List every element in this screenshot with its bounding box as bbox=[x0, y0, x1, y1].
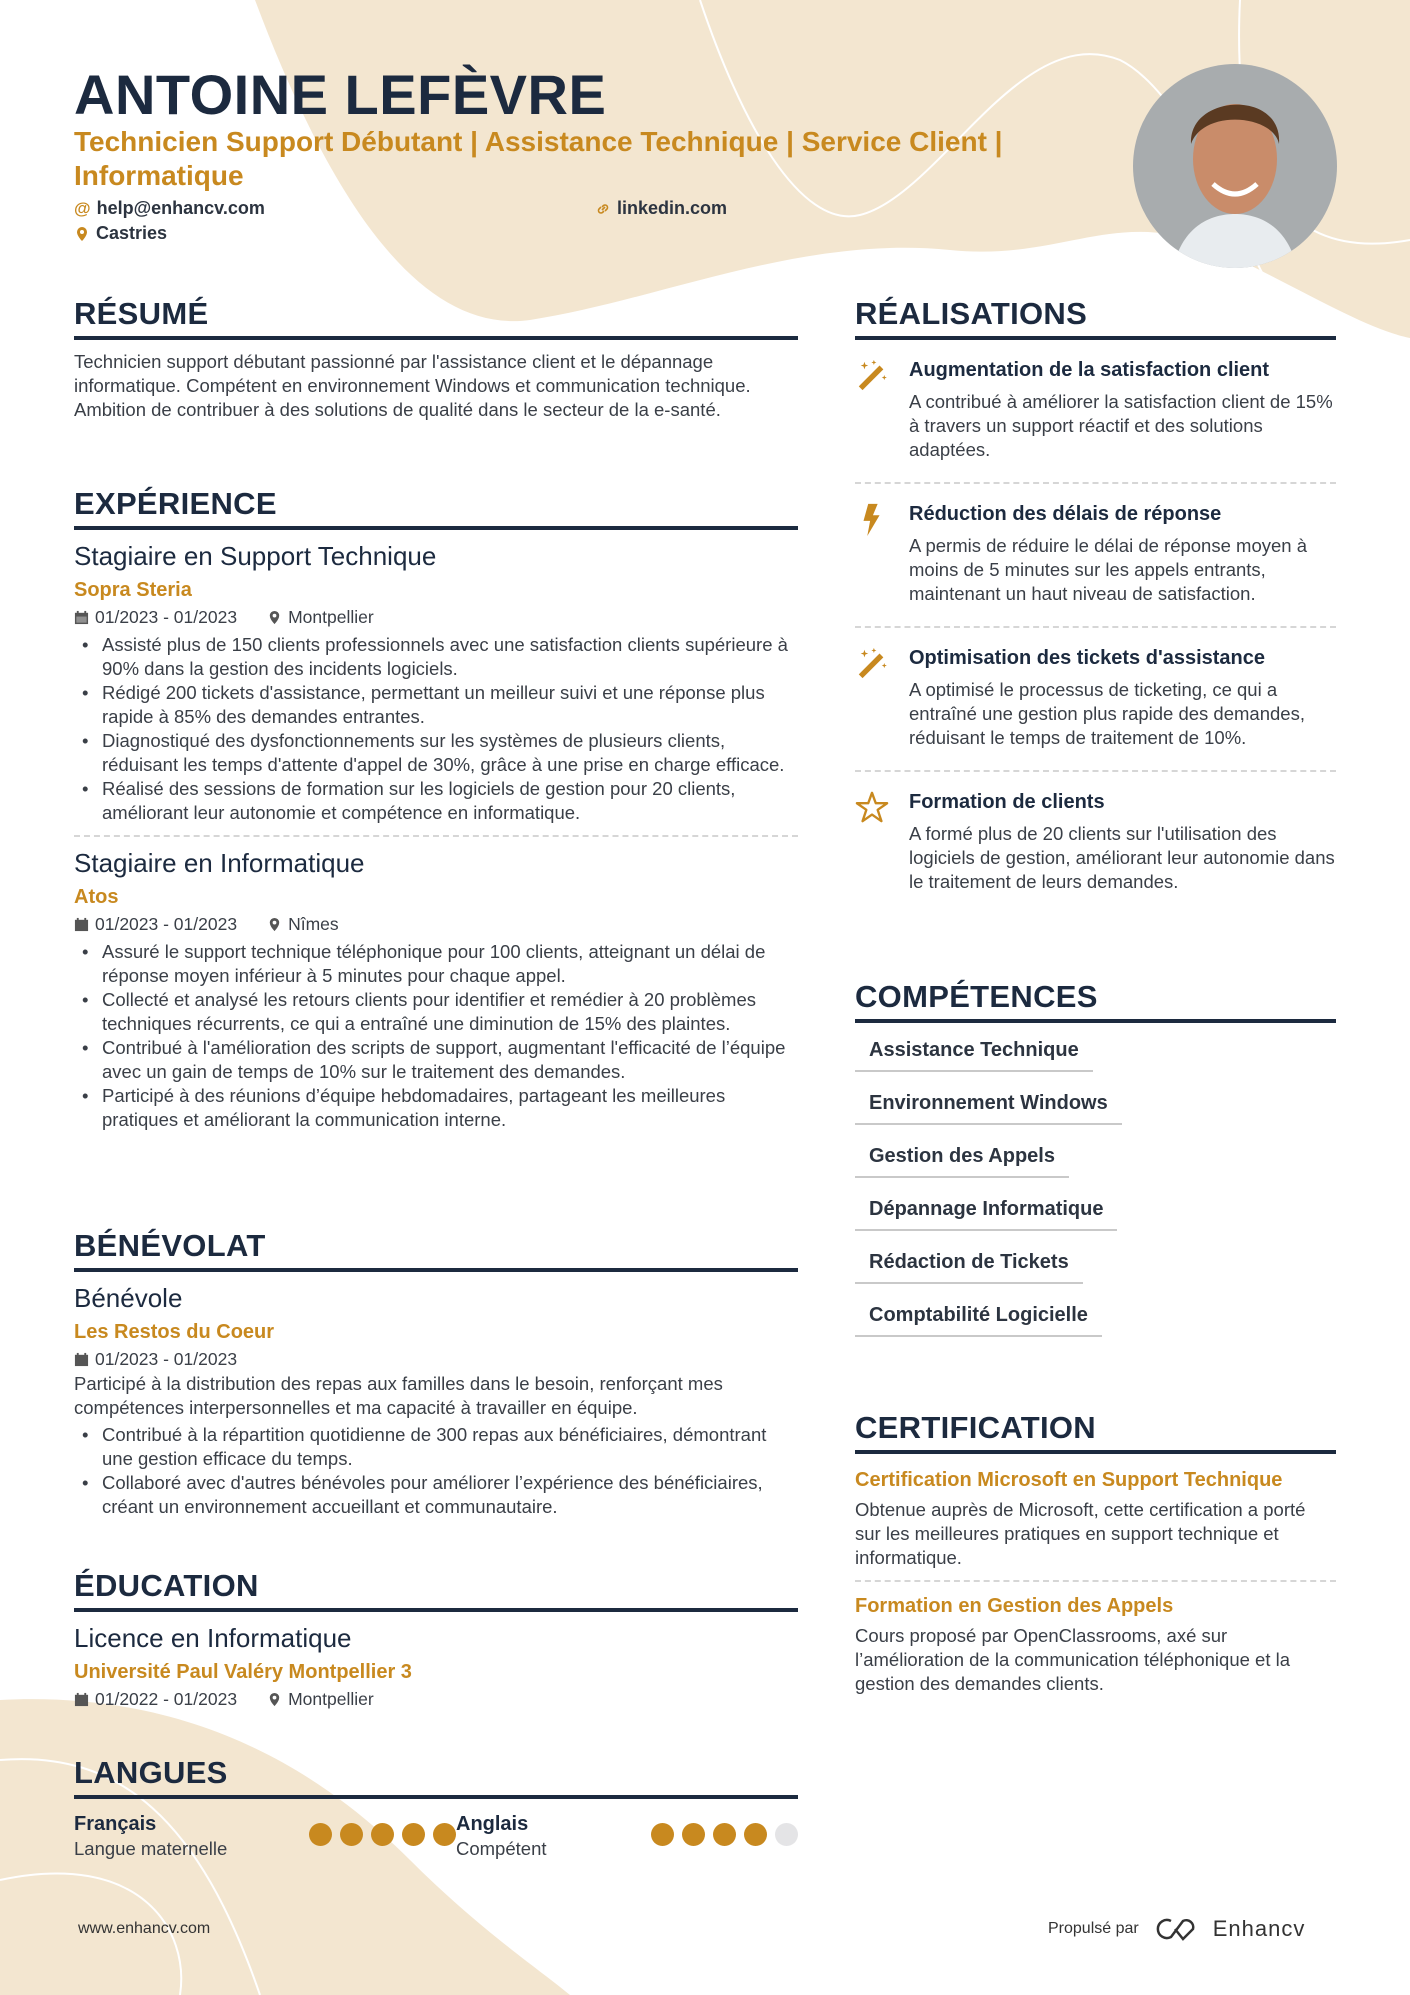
degree: Licence en Informatique bbox=[74, 1623, 352, 1653]
calendar-icon bbox=[74, 1692, 89, 1707]
location-pin-icon bbox=[74, 226, 90, 242]
language-rating bbox=[651, 1823, 798, 1861]
divider bbox=[74, 835, 798, 837]
summary-text: Technicien support débutant passionné par l'assistance client et le dépannage informatique. Compétent en environnement Windows et communication technique. Ambition de contribuer à des solutions de qualité dans le secteur de la e-santé. bbox=[74, 351, 751, 420]
rating-dot-filled bbox=[433, 1823, 456, 1846]
certification-title: Certification Microsoft en Support Technique bbox=[855, 1469, 1283, 1491]
achievement-title: Optimisation des tickets d'assistance bbox=[909, 647, 1265, 669]
school-name: Université Paul Valéry Montpellier 3 bbox=[74, 1661, 412, 1683]
education-meta bbox=[74, 1686, 798, 1712]
languages-section bbox=[74, 1755, 798, 1861]
location-pin-icon bbox=[267, 917, 282, 932]
bullet: • Collecté et analysé les retours clients pour identifier et remédier à 20 problèmes techniques récurrents, ce qui a entraîné une diminution de 15% des plaintes. bbox=[74, 988, 798, 1036]
section-heading: BÉNÉVOLAT bbox=[74, 1228, 798, 1272]
achievement-title: Réduction des délais de réponse bbox=[909, 503, 1222, 525]
rating-dot-filled bbox=[744, 1823, 767, 1846]
candidate-title: Technicien Support Débutant | Assistance Technique | Service Client | Informatique bbox=[74, 126, 1003, 191]
section-heading: RÉALISATIONS bbox=[855, 296, 1336, 340]
skill-tag: Dépannage Informatique bbox=[855, 1198, 1117, 1231]
certification-text: Obtenue auprès de Microsoft, cette certification a porté sur les meilleures pratiques en support technique et informatique. bbox=[855, 1499, 1306, 1568]
magic-wand-icon bbox=[855, 356, 891, 462]
location-text: Castries bbox=[96, 223, 168, 243]
section-heading: LANGUES bbox=[74, 1755, 798, 1799]
bullet: • Assisté plus de 150 clients professionnels avec une satisfaction clients supérieure à 90% dans la gestion des incidents logiciels. bbox=[74, 633, 798, 681]
skill-tag: Assistance Technique bbox=[855, 1039, 1093, 1072]
achievement-text: A permis de réduire le délai de réponse moyen à moins de 5 minutes sur les appels entrants, maintenant un haut niveau de satisfaction. bbox=[909, 535, 1307, 604]
job-dates: 01/2023 - 01/2023 bbox=[95, 607, 238, 627]
certification-title: Formation en Gestion des Appels bbox=[855, 1595, 1174, 1617]
bullet: • Réalisé des sessions de formation sur les logiciels de gestion pour 20 clients, améliorant leur autonomie et compétence en informatique. bbox=[74, 777, 798, 825]
job-meta bbox=[74, 911, 798, 937]
job-location: Nîmes bbox=[288, 914, 339, 934]
location-pin-icon bbox=[267, 1692, 282, 1707]
skill-tag: Gestion des Appels bbox=[855, 1145, 1069, 1178]
language-level: Compétent bbox=[456, 1838, 547, 1859]
rating-dot-filled bbox=[682, 1823, 705, 1846]
language-name: Anglais bbox=[456, 1813, 529, 1835]
section-heading: CERTIFICATION bbox=[855, 1410, 1336, 1454]
skill-tag: Rédaction de Tickets bbox=[855, 1251, 1083, 1284]
language-item bbox=[456, 1811, 798, 1861]
language-rating bbox=[309, 1823, 456, 1861]
bullet: • Rédigé 200 tickets d'assistance, permettant un meilleur suivi et une réponse plus rapide à 85% des demandes entrantes. bbox=[74, 681, 798, 729]
rating-dot-filled bbox=[651, 1823, 674, 1846]
volunteer-title: Bénévole bbox=[74, 1283, 183, 1313]
candidate-name: ANTOINE LEFÈVRE bbox=[74, 63, 607, 126]
skill-tag: Environnement Windows bbox=[855, 1092, 1122, 1125]
achievement-title: Augmentation de la satisfaction client bbox=[909, 359, 1270, 381]
rating-dot-filled bbox=[309, 1823, 332, 1846]
achievement-title: Formation de clients bbox=[909, 791, 1105, 813]
rating-dot-filled bbox=[402, 1823, 425, 1846]
profile-photo bbox=[1133, 64, 1337, 268]
certification-text: Cours proposé par OpenClassrooms, axé sur l’amélioration de la communication téléphonique et la gestion des demandes clients. bbox=[855, 1625, 1291, 1694]
section-heading: RÉSUMÉ bbox=[74, 296, 798, 340]
bullet: • Participé à des réunions d’équipe hebdomadaires, partageant les meilleures pratiques et améliorant la communication interne. bbox=[74, 1084, 798, 1132]
job-title: Stagiaire en Support Technique bbox=[74, 541, 437, 571]
company-name: Atos bbox=[74, 886, 119, 908]
star-icon bbox=[855, 788, 891, 894]
calendar-icon bbox=[74, 1352, 89, 1367]
linkedin-contact[interactable] bbox=[595, 198, 727, 219]
rating-dot-filled bbox=[713, 1823, 736, 1846]
achievements-section bbox=[855, 296, 1336, 904]
location-contact bbox=[74, 223, 167, 244]
volunteer-dates: 01/2023 - 01/2023 bbox=[95, 1349, 238, 1369]
organization-name: Les Restos du Coeur bbox=[74, 1321, 275, 1343]
linkedin-text: linkedin.com bbox=[617, 198, 728, 218]
achievement-item bbox=[855, 638, 1336, 760]
education-location: Montpellier bbox=[288, 1689, 374, 1709]
language-level: Langue maternelle bbox=[74, 1838, 228, 1859]
email-contact[interactable] bbox=[74, 198, 265, 219]
divider bbox=[855, 770, 1336, 772]
footer-branding bbox=[1048, 1916, 1305, 1942]
achievement-item bbox=[855, 782, 1336, 904]
education-dates: 01/2022 - 01/2023 bbox=[95, 1689, 238, 1709]
bullet: • Diagnostiqué des dysfonctionnements sur les systèmes de plusieurs clients, réduisant les temps d'attente d'appel de 30%, grâce à une prise en charge efficace. bbox=[74, 729, 798, 777]
achievement-item bbox=[855, 350, 1336, 472]
certification-item bbox=[855, 1466, 1336, 1570]
volunteer-meta bbox=[74, 1346, 798, 1372]
experience-entry bbox=[74, 540, 798, 825]
enhancv-brand: Enhancv bbox=[1212, 1916, 1306, 1941]
education-section bbox=[74, 1568, 798, 1712]
rating-dot-empty bbox=[775, 1823, 798, 1846]
bullet: • Contribué à la répartition quotidienne de 300 repas aux bénéficiaires, démontrant une gestion efficace du temps. bbox=[74, 1423, 798, 1471]
company-name: Sopra Steria bbox=[74, 579, 192, 601]
resume-section bbox=[74, 296, 798, 422]
enhancv-logo-icon bbox=[1153, 1917, 1199, 1941]
language-item bbox=[74, 1811, 456, 1861]
footer-website[interactable]: www.enhancv.com bbox=[78, 1920, 211, 1937]
powered-by-label: Propulsé par bbox=[1048, 1920, 1139, 1937]
experience-entry bbox=[74, 847, 798, 1132]
experience-section bbox=[74, 486, 798, 1132]
job-dates: 01/2023 - 01/2023 bbox=[95, 914, 238, 934]
calendar-icon bbox=[74, 610, 89, 625]
certification-item bbox=[855, 1592, 1336, 1696]
location-pin-icon bbox=[267, 610, 282, 625]
volunteer-bullets bbox=[74, 1423, 798, 1519]
achievement-text: A contribué à améliorer la satisfaction client de 15% à travers un support réactif et des solutions adaptées. bbox=[909, 391, 1333, 460]
link-icon bbox=[595, 201, 611, 217]
section-heading: EXPÉRIENCE bbox=[74, 486, 798, 530]
email-text: help@enhancv.com bbox=[96, 198, 265, 218]
at-icon: @ bbox=[74, 198, 91, 218]
skill-tag: Comptabilité Logicielle bbox=[855, 1304, 1102, 1337]
achievement-text: A optimisé le processus de ticketing, ce qui a entraîné une gestion plus rapide des demandes, réduisant le temps de traitement de 10%. bbox=[909, 679, 1305, 748]
skills-section bbox=[855, 979, 1336, 1357]
bullet: • Contribué à l'amélioration des scripts de support, augmentant l'efficacité de l’équipe avec un gain de temps de 10% sur le traitement des demandes. bbox=[74, 1036, 798, 1084]
section-heading: ÉDUCATION bbox=[74, 1568, 798, 1612]
job-title: Stagiaire en Informatique bbox=[74, 848, 365, 878]
rating-dot-filled bbox=[371, 1823, 394, 1846]
certification-section bbox=[855, 1410, 1336, 1696]
job-meta bbox=[74, 604, 798, 630]
bullet: • Collaboré avec d'autres bénévoles pour améliorer l’expérience des bénéficiaires, créant un environnement accueillant et communautaire. bbox=[74, 1471, 798, 1519]
section-heading: COMPÉTENCES bbox=[855, 979, 1336, 1023]
calendar-icon bbox=[74, 917, 89, 932]
divider bbox=[855, 626, 1336, 628]
magic-wand-icon bbox=[855, 644, 891, 750]
rating-dot-filled bbox=[340, 1823, 363, 1846]
bullet: • Assuré le support technique téléphonique pour 100 clients, atteignant un délai de réponse moyen inférieur à 5 minutes pour chaque appel. bbox=[74, 940, 798, 988]
achievement-text: A formé plus de 20 clients sur l'utilisation des logiciels de gestion, améliorant leur autonomie dans le traitement de leurs demandes. bbox=[909, 823, 1335, 892]
volunteer-description: Participé à la distribution des repas aux familles dans le besoin, renforçant mes compétences interpersonnelles et ma capacité à travailler en équipe. bbox=[74, 1373, 723, 1418]
achievement-item bbox=[855, 494, 1336, 616]
lightning-icon bbox=[855, 500, 891, 606]
language-name: Français bbox=[74, 1813, 157, 1835]
job-bullets bbox=[74, 940, 798, 1132]
job-bullets bbox=[74, 633, 798, 825]
divider bbox=[855, 1580, 1336, 1582]
job-location: Montpellier bbox=[288, 607, 374, 627]
divider bbox=[855, 482, 1336, 484]
volunteer-section bbox=[74, 1228, 798, 1519]
